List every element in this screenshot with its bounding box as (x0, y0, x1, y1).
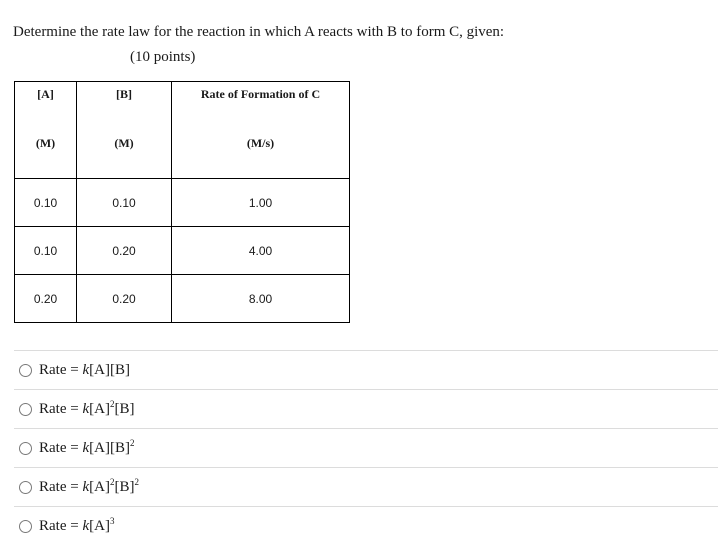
rate-constant: k (82, 400, 90, 417)
option-label (39, 437, 135, 457)
header-rate-unit: (M/s) (246, 136, 275, 150)
option-term: [A] (89, 517, 110, 534)
option-term: [A][B] (89, 361, 130, 378)
option-exponent: 2 (129, 437, 135, 448)
rate-data-table (14, 81, 350, 323)
rate-constant: k (82, 361, 90, 378)
answer-option-2[interactable] (14, 389, 718, 428)
cell-b: 0.20 (77, 275, 172, 323)
header-a-unit: (M) (35, 136, 56, 150)
table-row (15, 179, 350, 227)
option-exponent: 2 (109, 476, 115, 487)
option-term: [B] (114, 400, 135, 417)
header-cell-rate (172, 82, 350, 179)
header-b-unit: (M) (114, 136, 134, 150)
header-cell-a (15, 82, 77, 179)
radio-button-icon[interactable] (19, 520, 32, 533)
radio-button-icon[interactable] (19, 403, 32, 416)
radio-button-icon[interactable] (19, 364, 32, 377)
cell-rate: 8.00 (172, 275, 350, 323)
table-row (15, 227, 350, 275)
cell-b: 0.10 (77, 179, 172, 227)
answer-option-4[interactable] (14, 467, 718, 506)
cell-rate: 4.00 (172, 227, 350, 275)
answer-option-1[interactable] (14, 350, 718, 389)
option-label (39, 476, 139, 496)
answer-option-3[interactable] (14, 428, 718, 467)
answer-options (14, 350, 718, 545)
rate-constant: k (82, 478, 90, 495)
header-rate-name: Rate of Formation of C (200, 87, 321, 101)
cell-a: 0.10 (15, 227, 77, 275)
rate-constant: k (82, 439, 90, 456)
option-prefix: Rate = (39, 439, 83, 456)
option-label (39, 515, 115, 535)
option-prefix: Rate = (39, 517, 83, 534)
radio-button-icon[interactable] (19, 481, 32, 494)
table-header-row (15, 82, 350, 179)
cell-b: 0.20 (77, 227, 172, 275)
answer-option-5[interactable] (14, 506, 718, 545)
header-a-name: [A] (37, 87, 54, 101)
option-exponent: 2 (109, 398, 115, 409)
header-b-name: [B] (116, 87, 132, 101)
cell-a: 0.20 (15, 275, 77, 323)
table-row (15, 275, 350, 323)
option-term: [A] (89, 400, 110, 417)
option-term: [B] (114, 478, 135, 495)
cell-rate: 1.00 (172, 179, 350, 227)
question-text: Determine the rate law for the reaction in which A reacts with B to form C, given: (13, 24, 505, 40)
cell-a: 0.10 (15, 179, 77, 227)
option-exponent: 2 (134, 476, 139, 487)
rate-constant: k (82, 517, 90, 534)
option-prefix: Rate = (39, 361, 83, 378)
option-exponent: 3 (109, 515, 115, 526)
option-prefix: Rate = (39, 400, 83, 417)
option-label (39, 398, 135, 418)
radio-button-icon[interactable] (19, 442, 32, 455)
option-term: [A] (89, 478, 110, 495)
question-points: (10 points) (130, 49, 196, 65)
option-prefix: Rate = (39, 478, 83, 495)
option-term: [A][B] (89, 439, 130, 456)
header-cell-b (77, 82, 172, 179)
option-label (39, 362, 130, 379)
